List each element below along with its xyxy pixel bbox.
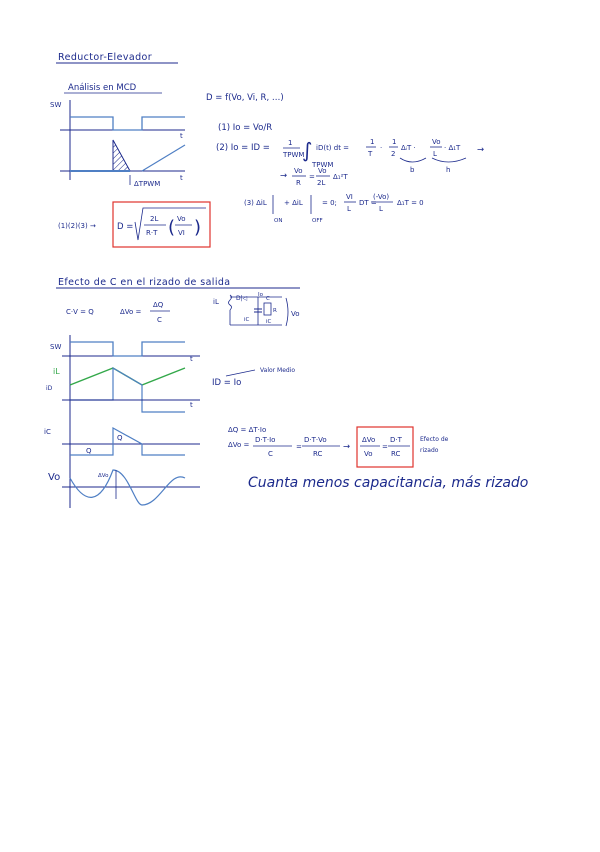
- id-triangle-hatched: [113, 140, 130, 171]
- graph2-sw-label: SW: [50, 343, 62, 351]
- eq2-b: b: [410, 166, 415, 174]
- eq3-mid: = 0;: [322, 199, 337, 207]
- eq2-f2-num: 1: [392, 138, 397, 146]
- graph2-ic-label: iC: [44, 428, 51, 436]
- dvo-f2-num: D·T·Vo: [304, 436, 327, 444]
- eq3-f1-den: L: [347, 205, 351, 213]
- result-f1-den: R·T: [146, 229, 158, 237]
- eq3-mid2: DT =: [359, 199, 377, 207]
- sw-waveform-1: [70, 117, 185, 130]
- box-f1-den: Vo: [364, 450, 373, 458]
- valor-medio-pointer: [226, 370, 255, 376]
- conclusion-note: Cuanta menos capacitancia, más rizado: [248, 475, 529, 491]
- brace-b: [400, 158, 426, 162]
- paren-left: (: [168, 217, 176, 238]
- integral-sign: ∫: [302, 138, 313, 162]
- graph2-q2: Q: [117, 434, 123, 442]
- graph1-tpwm: ΔTPWM: [134, 180, 161, 188]
- eq1: (1) Io = Vo/R: [218, 123, 273, 133]
- eq3-f2-den: L: [379, 205, 383, 213]
- eq2-arrow-right: →: [477, 145, 485, 155]
- result-f1-num: 2L: [150, 215, 159, 223]
- eq2-int-lim: TPWM: [312, 161, 334, 169]
- eq3-prefix: (3) ΔiL: [244, 199, 267, 207]
- graph1-sw-label: SW: [50, 101, 62, 109]
- paren-right: ): [194, 217, 202, 238]
- dvo-den: C: [157, 316, 162, 324]
- id-next-rise: [142, 145, 185, 171]
- sw-waveform-2: [70, 342, 185, 356]
- graph2-id-label: iD: [46, 385, 53, 392]
- circuit-r: R: [273, 308, 277, 314]
- efecto-label: Efecto de: [420, 436, 449, 443]
- section2-title: Efecto de C en el rizado de salida: [58, 277, 231, 288]
- dvo-f1-den: C: [268, 450, 273, 458]
- eq2-f3-num: Vo: [432, 138, 441, 146]
- box-eq: =: [382, 443, 388, 451]
- eq2b-f1-num: Vo: [294, 167, 303, 175]
- section1-subtitle: Análisis en MCD: [68, 83, 137, 93]
- circuit-ic2: iC: [266, 319, 272, 325]
- eq2-h: h: [446, 166, 451, 174]
- eq2-prefix: (2) Io = ID =: [216, 143, 270, 153]
- graph2-q1: Q: [86, 447, 92, 455]
- eq3-on: ON: [274, 218, 283, 224]
- eq3-f1-num: VI: [346, 193, 353, 201]
- id-io: ID = Io: [212, 378, 242, 388]
- dvo-f1-num: D·T·Io: [255, 436, 276, 444]
- diode-symbol: D|◁: [236, 295, 248, 302]
- circuit-vo: Vo: [291, 310, 300, 318]
- eq3-tail: Δ₁T = 0: [397, 199, 424, 207]
- result-d: D =: [117, 222, 134, 232]
- resistor: [264, 303, 271, 315]
- dvo-eq2: ΔVo =: [228, 441, 250, 449]
- graph2-dvo: ΔVo: [98, 473, 109, 479]
- rizado-label: rizado: [420, 447, 439, 454]
- output-circuit: [213, 292, 300, 326]
- eq2b-arrow: →: [280, 171, 288, 181]
- dq-eq: ΔQ = ΔT·Io: [228, 426, 267, 434]
- eq2-f1-num: 1: [370, 138, 375, 146]
- box-f1-num: ΔVo: [362, 436, 376, 444]
- eq2-integrand: iD(t) dt =: [316, 144, 350, 152]
- valor-medio: Valor Medio: [260, 367, 296, 374]
- eq2-dot: ·: [380, 144, 383, 152]
- box-f2-num: D·T: [390, 436, 402, 444]
- eq2b-f2-num: Vo: [318, 167, 327, 175]
- eq2b-f1-den: R: [296, 179, 301, 187]
- box-f2-den: RC: [391, 450, 401, 458]
- eq2-frac-den: TPWM: [283, 151, 305, 159]
- func-d: D = f(Vo, Vi, R, …): [206, 93, 284, 103]
- circuit-c: C: [266, 296, 270, 302]
- dvo-f2-den: RC: [313, 450, 323, 458]
- result-f2-den: VI: [178, 229, 185, 237]
- dvo-arrow-right: →: [343, 442, 351, 452]
- eq2b-f2-den: 2L: [317, 179, 326, 187]
- eq2-tail: · Δ₁T: [444, 144, 461, 152]
- section1-title: Reductor-Elevador: [58, 52, 153, 63]
- graph2-t2: t: [190, 401, 193, 409]
- eq2b-eq: =: [309, 173, 315, 181]
- graph2-il-label: iL: [53, 367, 60, 376]
- circuit-il: iL: [213, 298, 219, 306]
- dvo-eq: ΔVo =: [120, 308, 142, 316]
- eq3-f2-num: (-Vo): [373, 193, 390, 201]
- eq3-off: OFF: [312, 218, 323, 224]
- circuit-io: Io: [258, 292, 263, 298]
- dvo-num: ΔQ: [153, 301, 164, 309]
- graph2-t1: t: [190, 355, 193, 363]
- cv-eq: C·V = Q: [66, 308, 94, 316]
- eq2-f3-den: L: [433, 150, 437, 158]
- graph1-t2: t: [180, 174, 183, 182]
- circuit-ic: iC: [244, 317, 250, 323]
- vo-arrow: [286, 298, 288, 326]
- eq2-frac-num: 1: [288, 139, 293, 147]
- eq3-plus: + ΔiL: [284, 199, 303, 207]
- eq2-mid: ΔᵢT ·: [401, 144, 416, 152]
- eq2b-tail: Δ₁²T: [333, 173, 348, 181]
- dvo-eq3: =: [296, 443, 302, 451]
- graph2-vo-label: Vo: [48, 472, 61, 483]
- eq2-f2-den: 2: [391, 150, 396, 158]
- result-label: (1)(2)(3) →: [58, 222, 96, 230]
- graph1-t1: t: [180, 132, 183, 140]
- brace-h: [432, 158, 466, 162]
- result-f2-num: Vo: [177, 215, 186, 223]
- eq2-f1-den: T: [368, 150, 373, 158]
